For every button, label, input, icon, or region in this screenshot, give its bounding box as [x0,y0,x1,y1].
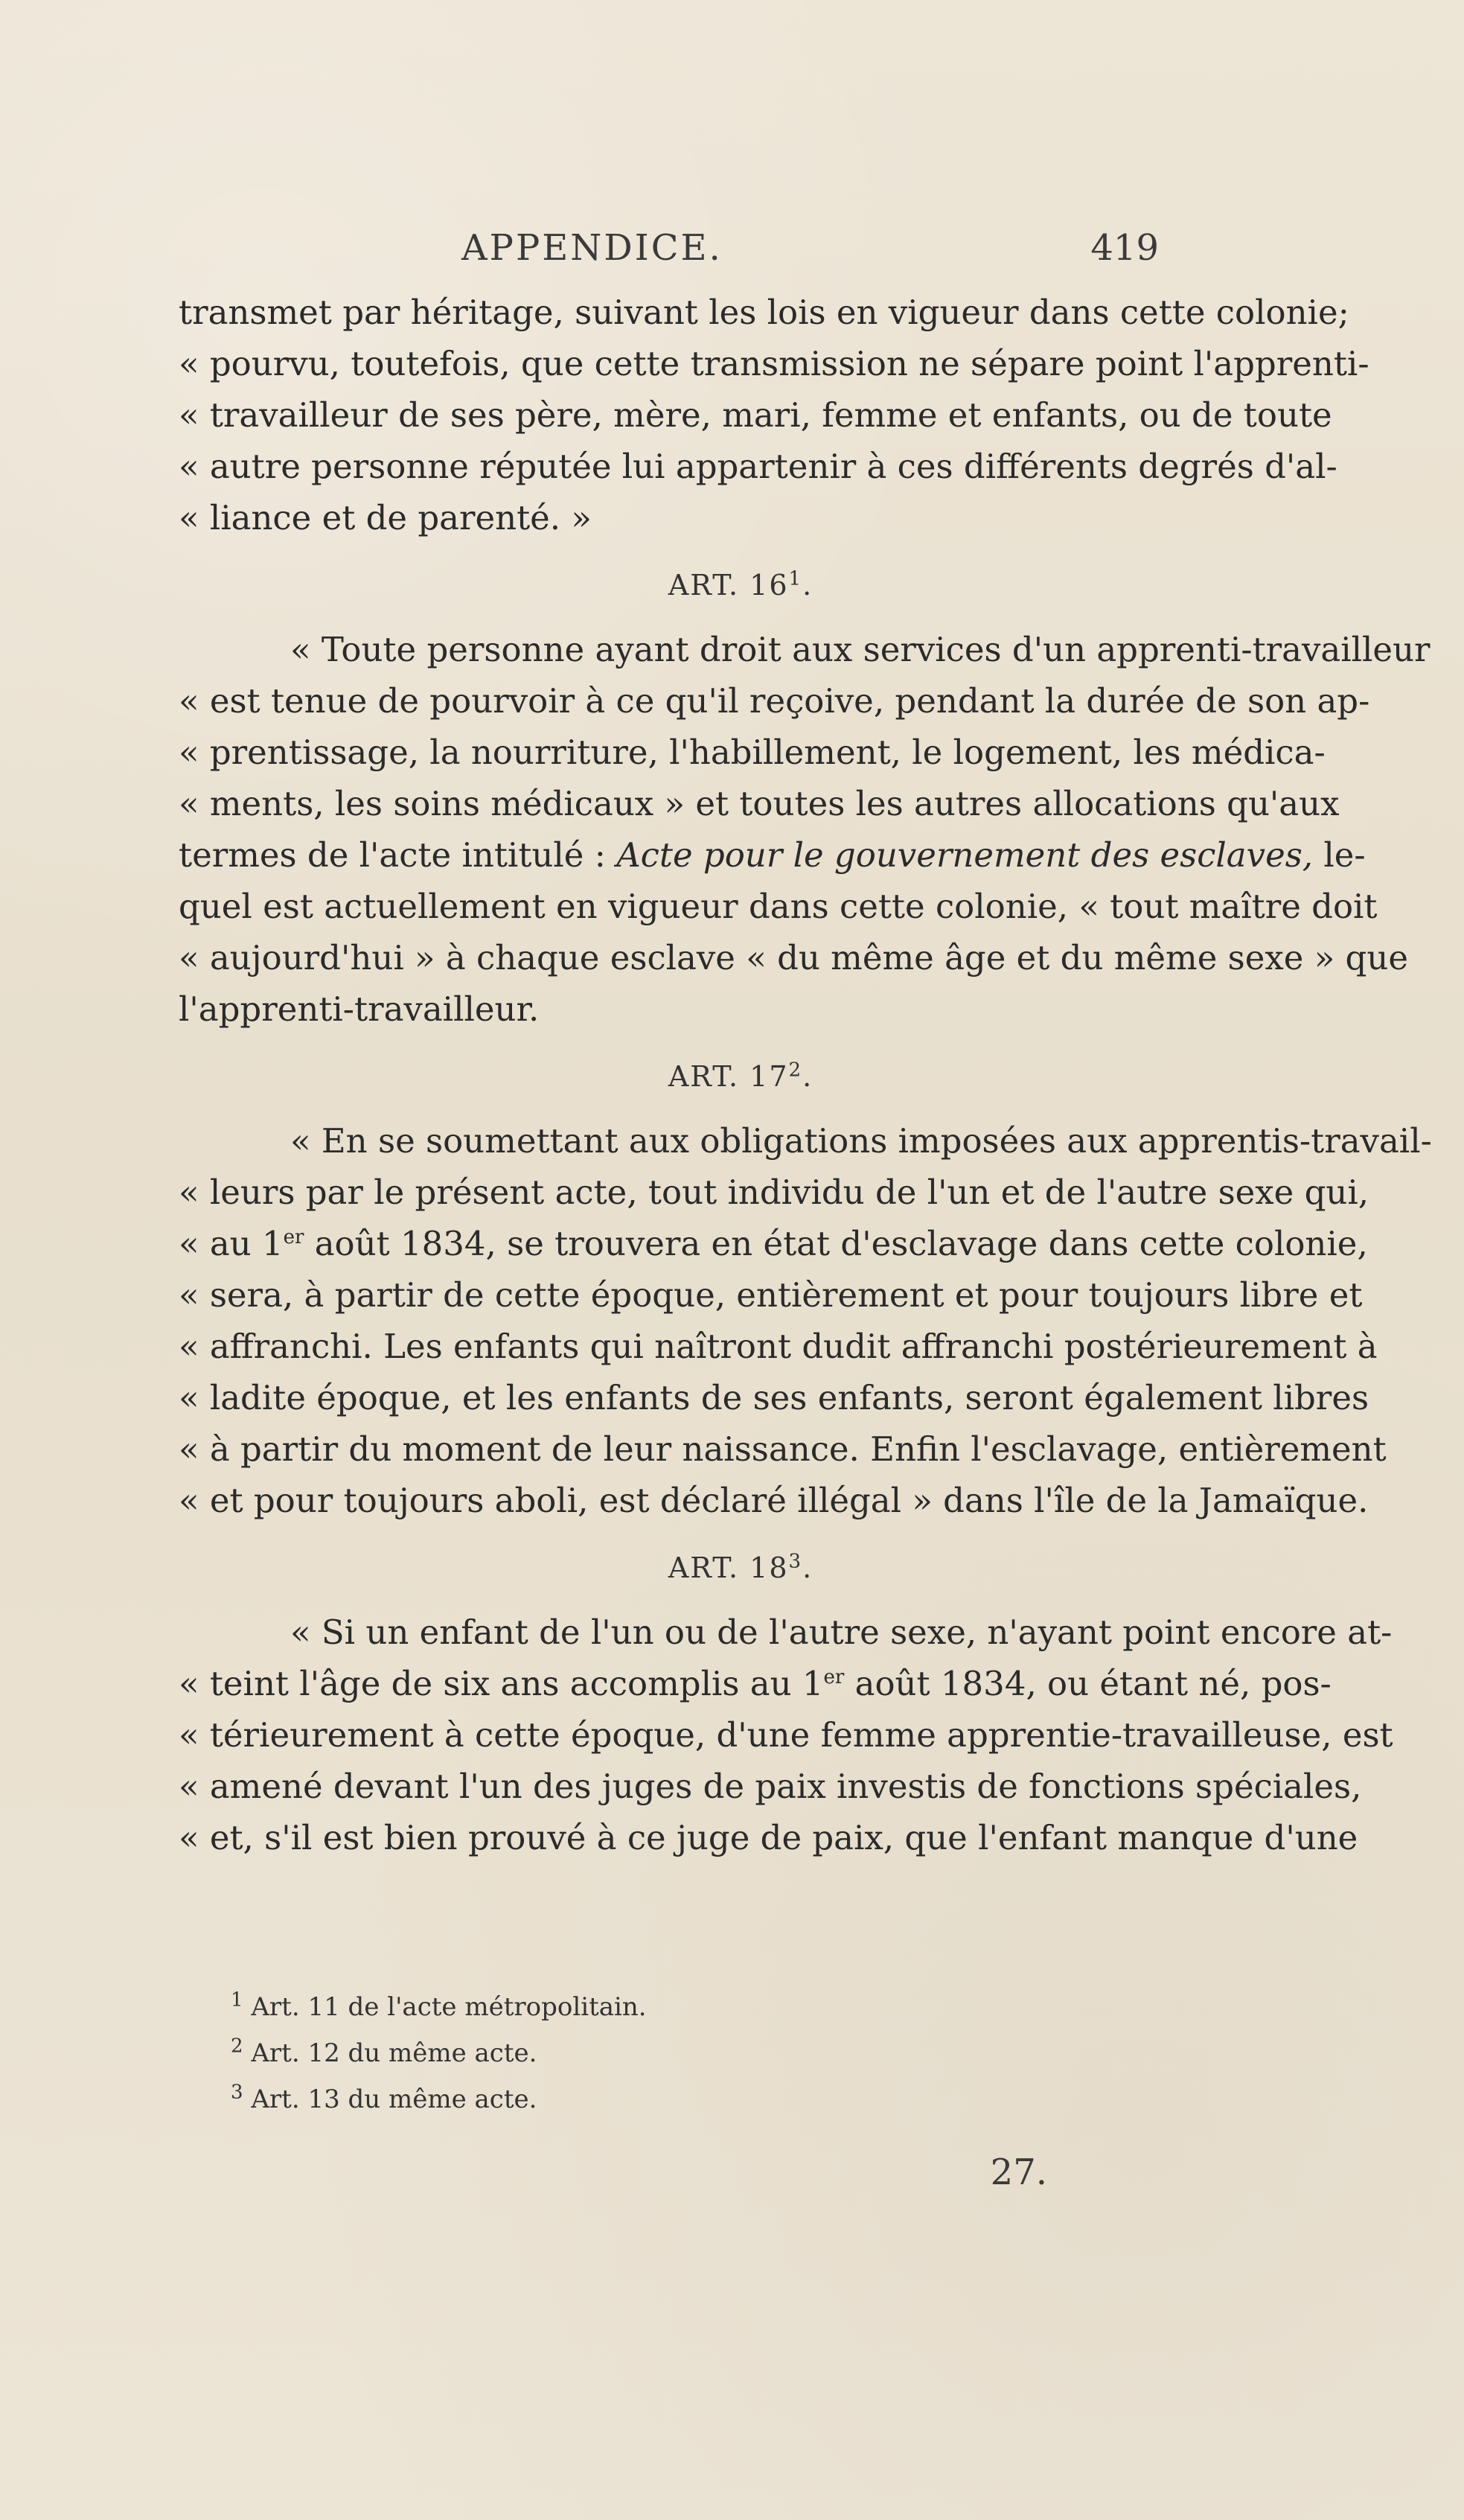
text-line: « aujourd'hui » à chaque esclave « du même âge et du même sexe » que [179,938,1408,977]
footnote-text: Art. 13 du même acte. [251,2084,537,2114]
footnote-number: 3 [231,2081,243,2104]
footnote [231,1988,1124,2026]
text-segment: « teint l'âge de six ans accomplis au 1 [179,1664,824,1703]
footnote-text: Art. 12 du même acte. [251,2038,537,2068]
page-header [0,227,1464,279]
text-segment: le- [1313,835,1366,875]
text-line: « ladite époque, et les enfants de ses enfants, seront également libres [179,1378,1369,1417]
footnote-marker: 3 [788,1550,803,1573]
text-line: « et pour toujours aboli, est déclaré illégal » dans l'île de la Jamaïque. [179,1481,1369,1520]
superscript: er [823,1666,845,1688]
text-line: « amené devant l'un des juges de paix investis de fonctions spéciales, [179,1767,1362,1806]
text-segment: termes de l'acte intitulé : [179,835,617,875]
footnotes [231,1988,1124,2126]
footnote [231,2080,1124,2119]
signature-mark: 27. [990,2151,1047,2193]
article-16-text [179,624,1431,1035]
article-17-heading [179,1060,1302,1093]
article-label: ART. 17 [668,1060,789,1093]
text-line: « et, s'il est bien prouvé à ce juge de paix, que l'enfant manque d'une [179,1818,1358,1857]
running-head: APPENDICE. [461,227,723,269]
text-line: « pourvu, toutefois, que cette transmission ne sépare point l'apprenti- [179,344,1369,383]
main-text [179,287,1432,1863]
act-title: Acte pour le gouvernement des esclaves, [616,835,1314,875]
continuation-paragraph [179,287,1369,543]
page-number: 419 [1090,227,1159,269]
text-line: « à partir du moment de leur naissance. Enfin l'esclavage, entièrement [179,1429,1387,1469]
article-label-end: . [802,1551,813,1584]
text-line: « est tenue de pourvoir à ce qu'il reçoive, pendant la durée de son ap- [179,681,1370,721]
footnote [231,2034,1124,2073]
article-18-text [179,1607,1393,1863]
text-line: « Toute personne ayant droit aux services d'un apprenti-travailleur [290,630,1431,669]
text-line: quel est actuellement en vigueur dans cette colonie, « tout maître doit [179,887,1378,926]
text-line: l'apprenti-travailleur. [179,989,540,1029]
text-line: « Si un enfant de l'un ou de l'autre sexe, n'ayant point encore at- [290,1613,1393,1652]
text-line [179,829,1366,881]
text-line: « térieurement à cette époque, d'une femme apprentie-travailleuse, est [179,1715,1393,1755]
footnote-number: 1 [231,1988,243,2012]
text-line: « liance et de parenté. » [179,498,592,538]
footnote-number: 2 [231,2035,243,2058]
text-segment: août 1834, ou étant né, pos- [844,1664,1332,1703]
footnote-marker: 1 [788,567,803,590]
article-label-end: . [802,1060,813,1093]
article-label: ART. 18 [668,1551,789,1584]
text-line: « leurs par le présent acte, tout individu de l'un et de l'autre sexe qui, [179,1173,1369,1212]
footnote-text: Art. 11 de l'acte métropolitain. [251,1992,647,2022]
text-line: « travailleur de ses père, mère, mari, femme et enfants, ou de toute [179,395,1332,435]
article-17-text [179,1115,1432,1526]
text-segment: « au 1 [179,1224,284,1263]
text-line: « En se soumettant aux obligations imposées aux apprentis-travail- [290,1121,1432,1161]
article-label-end: . [802,569,813,602]
text-line [179,1658,1332,1709]
article-18-heading [179,1551,1302,1584]
article-16-heading [179,569,1302,602]
article-label: ART. 16 [668,569,789,602]
superscript: er [283,1226,304,1248]
text-line [179,1218,1368,1269]
text-line: « sera, à partir de cette époque, entièrement et pour toujours libre et [179,1275,1363,1315]
text-line: transmet par héritage, suivant les lois en vigueur dans cette colonie; [179,293,1349,332]
footnote-marker: 2 [788,1059,803,1082]
text-line: « ments, les soins médicaux » et toutes les autres allocations qu'aux [179,784,1340,823]
text-segment: août 1834, se trouvera en état d'esclavage dans cette colonie, [304,1224,1368,1263]
text-line: « affranchi. Les enfants qui naîtront dudit affranchi postérieurement à [179,1327,1378,1366]
text-line: « prentissage, la nourriture, l'habillement, le logement, les médica- [179,733,1326,772]
text-line: « autre personne réputée lui appartenir à ces différents degrés d'al- [179,447,1337,486]
